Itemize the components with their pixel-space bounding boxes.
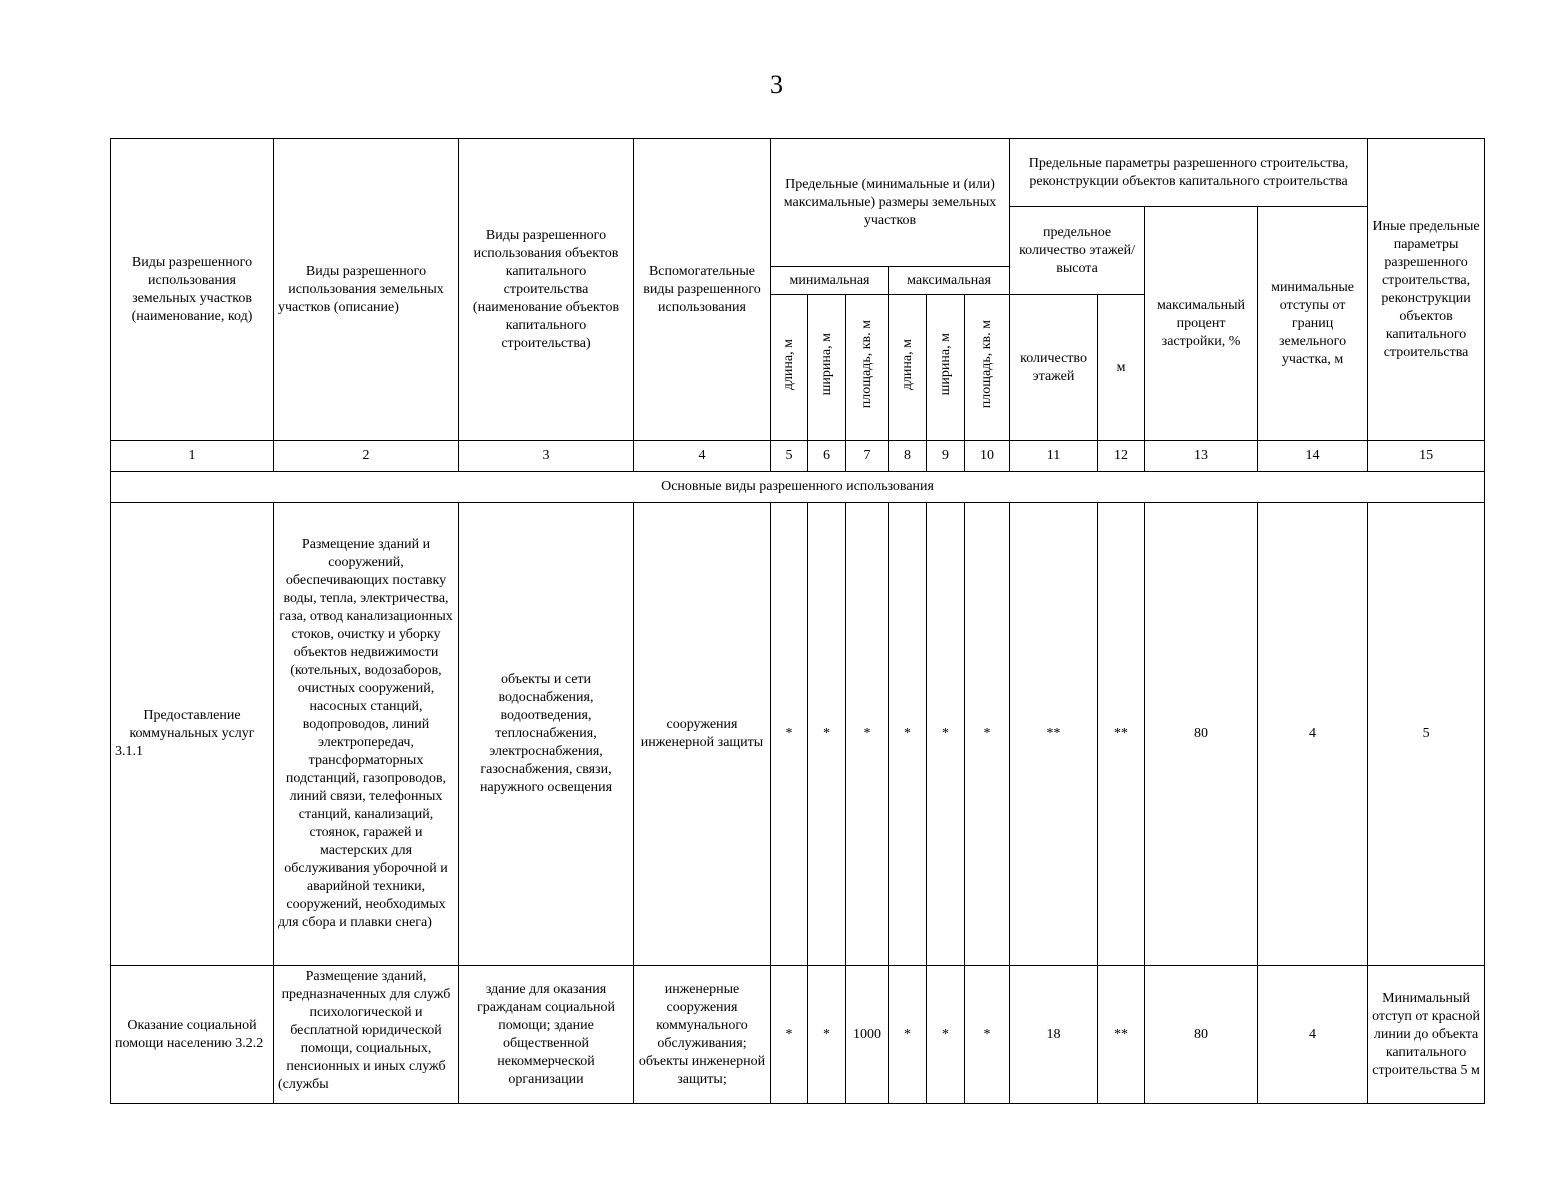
row-min-length: * <box>771 966 808 1104</box>
header-sizes-group: Предельные (минимальные и (или) максимальные) размеры земельных участков <box>771 139 1010 267</box>
column-number: 4 <box>634 441 771 472</box>
column-number: 7 <box>846 441 889 472</box>
header-other-params: Иные предельные параметры разрешенного строительства, реконструкции объектов капитального строительства <box>1368 139 1485 441</box>
header-col1: Виды разрешенного использования земельных участков (наименование, код) <box>111 139 274 441</box>
row-min-width: * <box>808 966 846 1104</box>
header-floors-count: количество этажей <box>1010 295 1098 441</box>
row-objects: объекты и сети водоснабжения, водоотведения, теплоснабжения, электроснабжения, газоснабжения, связи, наружного освещения <box>459 503 634 966</box>
row-setback: 4 <box>1258 503 1368 966</box>
row-other: Минимальный отступ от красной линии до объекта капитального строительства 5 м <box>1368 966 1485 1104</box>
row-floors: 18 <box>1010 966 1098 1104</box>
column-number: 3 <box>459 441 634 472</box>
row-description: Размещение зданий, предназначенных для служб психологической и бесплатной юридической помощи, социальных, пенсионных и иных служб (службы <box>274 966 459 1104</box>
row-max-length: * <box>889 966 927 1104</box>
column-number: 12 <box>1098 441 1145 472</box>
column-number: 11 <box>1010 441 1098 472</box>
column-number: 13 <box>1145 441 1258 472</box>
row-max-length: * <box>889 503 927 966</box>
column-numbers-row <box>111 441 1485 472</box>
header-min-width: ширина, м <box>808 295 846 441</box>
row-min-width: * <box>808 503 846 966</box>
row-setback: 4 <box>1258 966 1368 1104</box>
row-auxiliary: инженерные сооружения коммунального обслуживания; объекты инженерной защиты; <box>634 966 771 1104</box>
row-floors: ** <box>1010 503 1098 966</box>
header-col2: Виды разрешенного использования земельных участков (описание) <box>274 139 459 441</box>
column-number: 8 <box>889 441 927 472</box>
section-title: Основные виды разрешенного использования <box>111 472 1485 503</box>
header-max-length: длина, м <box>889 295 927 441</box>
header-col4: Вспомогательные виды разрешенного использования <box>634 139 771 441</box>
header-min-setbacks: минимальные отступы от границ земельного участка, м <box>1258 207 1368 441</box>
row-max-width: * <box>927 503 965 966</box>
column-number: 9 <box>927 441 965 472</box>
header-floors-group: предельное количество этажей/высота <box>1010 207 1145 295</box>
land-use-regulations-table <box>110 138 1485 1104</box>
header-max-percent: максимальный процент застройки, % <box>1145 207 1258 441</box>
header-min-area: площадь, кв. м <box>846 295 889 441</box>
row-min-area: * <box>846 503 889 966</box>
column-number: 14 <box>1258 441 1368 472</box>
row-max-width: * <box>927 966 965 1104</box>
row-max-area: * <box>965 503 1010 966</box>
page-number: 3 <box>770 70 783 99</box>
header-max: максимальная <box>889 267 1010 295</box>
column-number: 1 <box>111 441 274 472</box>
row-height-m: ** <box>1098 966 1145 1104</box>
header-col3: Виды разрешенного использования объектов капитального строительства (наименование объектов капитального строительства) <box>459 139 634 441</box>
header-max-area: площадь, кв. м <box>965 295 1010 441</box>
row-max-percent: 80 <box>1145 503 1258 966</box>
table-row <box>111 503 1485 966</box>
header-min: минимальная <box>771 267 889 295</box>
row-objects: здание для оказания гражданам социальной помощи; здание общественной некоммерческой организации <box>459 966 634 1104</box>
row-height-m: ** <box>1098 503 1145 966</box>
row-auxiliary: сооружения инженерной защиты <box>634 503 771 966</box>
row-description: Размещение зданий и сооружений, обеспечивающих поставку воды, тепла, электричества, газа, отвод канализационных стоков, очистку и уборку объектов недвижимости (котельных, водозаборов, очистных сооружений, насосных станций, водопроводов, линий электропередач, трансформаторных подстанций, газопроводов, линий связи, телефонных станций, канализаций, стоянок, гаражей и мастерских для обслуживания уборочной и аварийной техники, сооружений, необходимых для сбора и плавки снега) <box>274 503 459 966</box>
column-number: 10 <box>965 441 1010 472</box>
header-meters: м <box>1098 295 1145 441</box>
column-number: 6 <box>808 441 846 472</box>
header-min-length: длина, м <box>771 295 808 441</box>
column-number: 5 <box>771 441 808 472</box>
row-other: 5 <box>1368 503 1485 966</box>
table-row <box>111 966 1485 1104</box>
row-max-percent: 80 <box>1145 966 1258 1104</box>
row-name: Предоставление коммунальных услуг 3.1.1 <box>111 503 274 966</box>
column-number: 15 <box>1368 441 1485 472</box>
header-max-width: ширина, м <box>927 295 965 441</box>
row-name: Оказание социальной помощи населению 3.2.2 <box>111 966 274 1104</box>
row-min-area: 1000 <box>846 966 889 1104</box>
row-max-area: * <box>965 966 1010 1104</box>
header-params-group: Предельные параметры разрешенного строительства, реконструкции объектов капитального строительства <box>1010 139 1368 207</box>
column-number: 2 <box>274 441 459 472</box>
row-min-length: * <box>771 503 808 966</box>
